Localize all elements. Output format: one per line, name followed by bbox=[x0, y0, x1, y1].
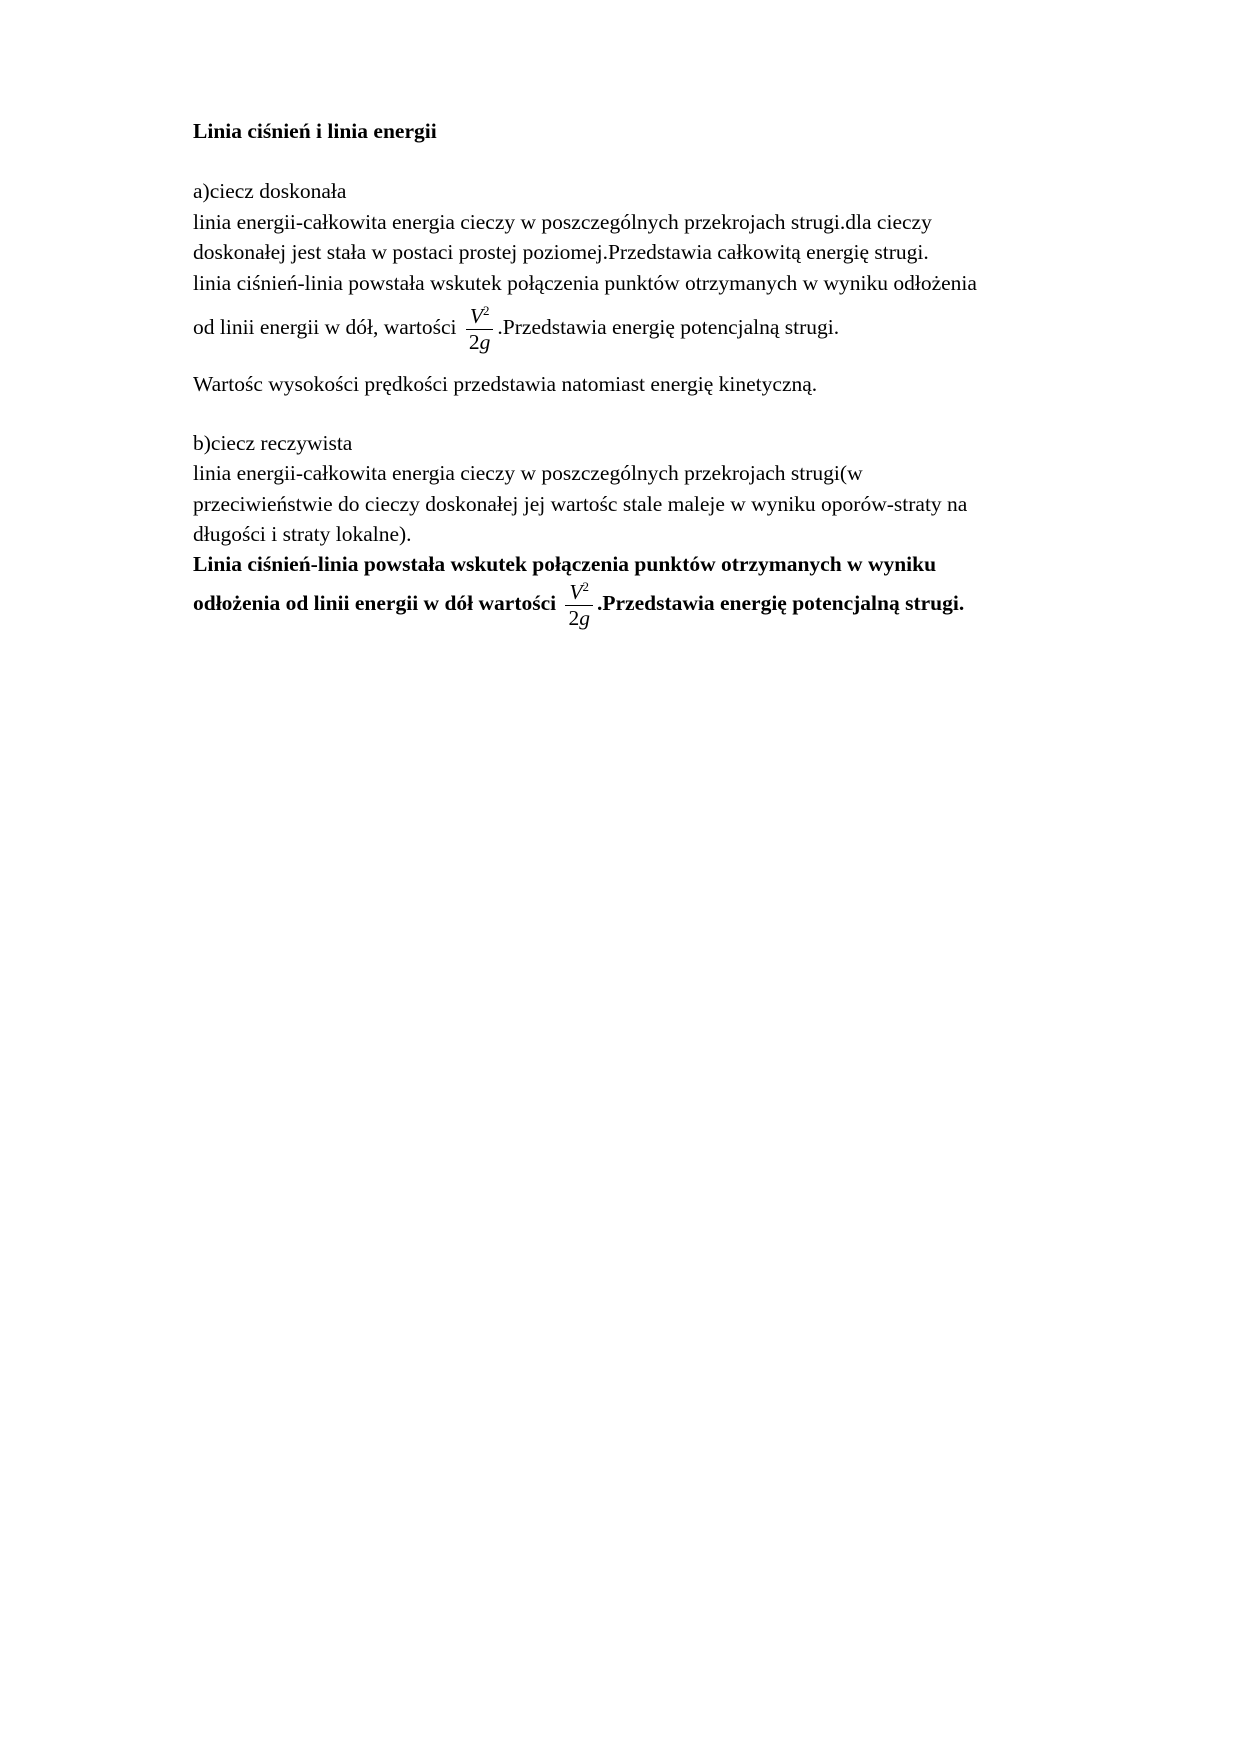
section-a-formula-line bbox=[193, 304, 839, 355]
section-b-line: długości i straty lokalne). bbox=[193, 522, 412, 546]
section-b-bold-line: Linia ciśnień-linia powstała wskutek połączenia punktów otrzymanych w wyniku bbox=[193, 552, 937, 576]
section-a-heading: a)ciecz doskonała bbox=[193, 179, 347, 203]
section-a-line: linia ciśnień-linia powstała wskutek połączenia punktów otrzymanych w wyniku odłożenia bbox=[193, 271, 977, 295]
formula-denominator-var: g bbox=[479, 329, 491, 354]
formula-v2-over-2g bbox=[565, 580, 593, 631]
formula-suffix: .Przedstawia energię potencjalną strugi. bbox=[497, 315, 840, 340]
section-b-line: przeciwieństwie do cieczy doskonałej jej wartośc stale maleje w wyniku oporów-straty na bbox=[193, 492, 968, 516]
formula-exponent: 2 bbox=[582, 579, 590, 594]
section-a-line: linia energii-całkowita energia cieczy w poszczególnych przekrojach strugi.dla cieczy bbox=[193, 210, 932, 234]
formula-suffix: .Przedstawia energię potencjalną strugi. bbox=[596, 591, 965, 616]
formula-exponent: 2 bbox=[482, 303, 490, 318]
section-b-heading: b)ciecz reczywista bbox=[193, 431, 353, 455]
formula-denominator-var: g bbox=[579, 605, 590, 630]
section-b-line: linia energii-całkowita energia cieczy w poszczególnych przekrojach strugi(w bbox=[193, 461, 863, 485]
formula-denominator-coeff: 2 bbox=[468, 329, 480, 354]
formula-numerator: V bbox=[469, 304, 483, 329]
section-a-last-line: Wartośc wysokości prędkości przedstawia natomiast energię kinetyczną. bbox=[193, 372, 818, 396]
section-b-formula-line bbox=[193, 580, 964, 631]
formula-prefix: od linii energii w dół, wartości bbox=[193, 315, 457, 340]
formula-numerator: V bbox=[569, 580, 583, 605]
document-title: Linia ciśnień i linia energii bbox=[193, 119, 437, 143]
section-a-line: doskonałej jest stała w postaci prostej poziomej.Przedstawia całkowitą energię strugi. bbox=[193, 240, 929, 264]
formula-denominator-coeff: 2 bbox=[568, 605, 580, 630]
formula-prefix: odłożenia od linii energii w dół wartości bbox=[193, 591, 557, 616]
formula-v2-over-2g bbox=[466, 304, 494, 355]
